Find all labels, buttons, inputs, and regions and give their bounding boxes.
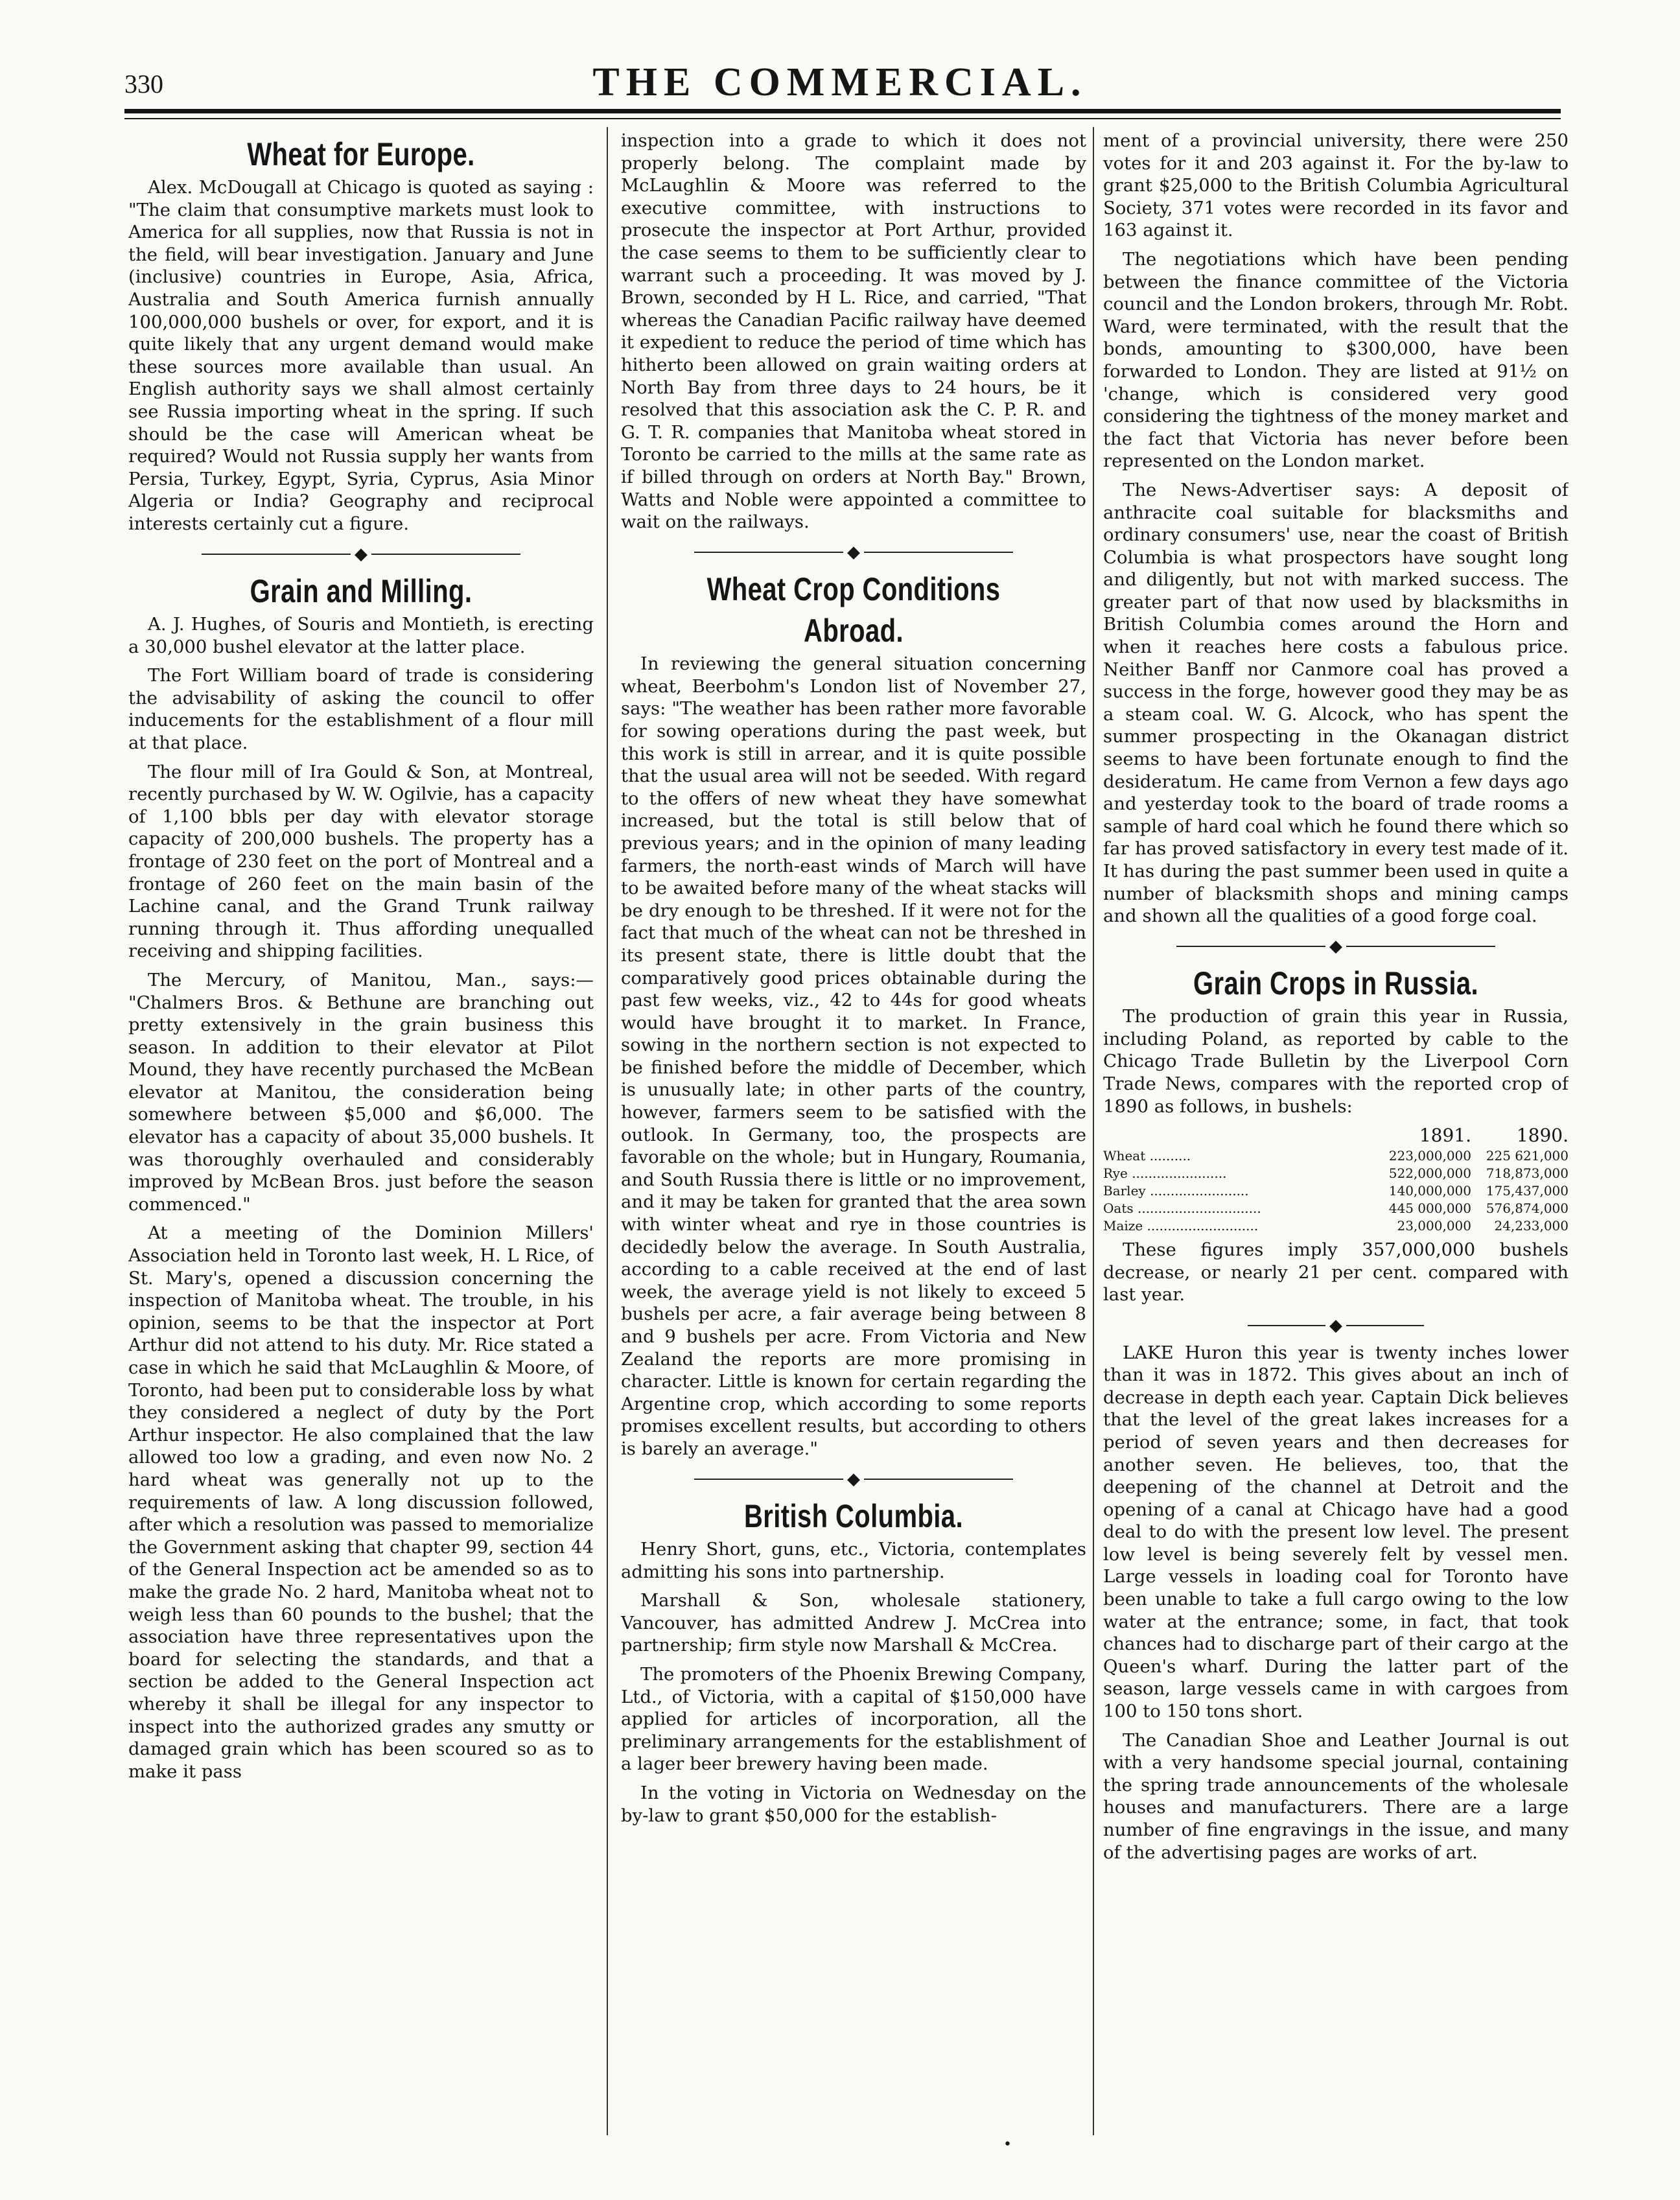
article-paragraph: The Fort William board of trade is considering the advisability of asking the council to offer inducements for the establishment of a flour mill at that place. xyxy=(128,665,594,753)
table-header-cell: 1891. xyxy=(1419,1125,1471,1147)
table-row xyxy=(1103,1200,1569,1217)
article-paragraph: Alex. McDougall at Chicago is quoted as saying : "The claim that consumptive markets must look to America for all supplies, now that Russia is not in the field, will bear investigation. January and June (inclusive) countries in Europe, Asia, Africa, Australia and South America furnish annually 100,000,000 bushels or over, for export, and it is quite likely that any urgent demand would make these sources more available than usual. An English authority says we shall almost certainly see Russia importing wheat in the spring. If such should be the case will American wheat be required? Would not Russia supply her wants from Persia, Turkey, Egypt, Syria, Cyprus, Asia Minor Algeria or India? Geography and reciprocal interests certainly cut a figure. xyxy=(128,177,594,534)
diamond-ornament-icon: ◆ xyxy=(355,544,368,564)
article-paragraph: These figures imply 357,000,000 bushels decrease, or nearly 21 per cent. compared with last year. xyxy=(1103,1239,1569,1305)
section-separator xyxy=(621,543,1086,563)
article-paragraph: In reviewing the general situation concerning wheat, Beerbohm's London list of November 27, says: "The weather has been rather more favorable for sowing operations during the past week, but this work is still in arrear, and it is quite possible that the usual area will not be seeded. With regard to the offers of new wheat they have somewhat increased, but the total is still below that of previous years; and in the opinion of many leading farmers, the north-east winds of March will have to be awaited before many of the wheat stacks will be dry enough to be threshed. If it were not for the fact that much of the wheat can not be threshed in its present state, there is little doubt that the comparatively good prices obtainable during the past few weeks, viz., 42 to 44s for good wheats would have brought it to market. In France, sowing in the northern section is not expected to be finished before the middle of December, which is unusually late; in other parts of the country, however, farmers seem to be satisfied with the outlook. In Germany, too, the prospects are favorable on the whole; but in Hungary, Roumania, and South Russia there is little or no improvement, and it may be taken for granted that the area sown with winter wheat and rye in those countries is decidedly below the average. In South Australia, according to a cable received at the end of last week, the average yield is not likely to exceed 5 bushels per acre, a fair average being between 8 and 9 bushels per acre. From Victoria and New Zealand the reports are more promising in character. Little is known for certain regarding the Argentine crop, which according to some reports promises excellent results, but according to others is barely an average." xyxy=(621,653,1086,1459)
diamond-ornament-icon: ◆ xyxy=(1329,937,1342,957)
masthead-title: THE COMMERCIAL. xyxy=(592,60,1088,104)
article-paragraph: The Canadian Shoe and Leather Journal is out with a very handsome special journal, containing the spring trade announcements of the wholesale houses and manufacturers. There are a large number of fine engravings in the issue, and many of the advertising pages are works of art. xyxy=(1103,1729,1569,1863)
article-heading: Wheat Crop Conditions Abroad. xyxy=(706,571,1001,649)
article-paragraph: The News-Advertiser says: A deposit of anthracite coal suitable for blacksmiths and ordinary consumers' use, near the coast of British Columbia is what prospectors have sought long and diligently, but not with marked success. The greater part of that now used by blacksmiths in British Columbia comes around the Horn and when it reaches here costs a fabulous price. Neither Banff nor Canmore coal has proved a success in the forge, however good they may be as a steam coal. W. G. Alcock, who has spent the summer prospecting in the Okanagan district seems to have been fortunate enough to find the desideratum. He came from Vernon a few days ago and yesterday took to the board of trade rooms a sample of hard coal which he found there which so far has proved satisfactory in every test made of it. It has during the past summer been used in quite a number of blacksmith shops and mining camps and shown all the qualities of a good forge coal. xyxy=(1103,479,1569,927)
article-heading: Grain Crops in Russia. xyxy=(1193,965,1478,1002)
diamond-ornament-icon: ◆ xyxy=(847,1469,860,1490)
table-cell: 225 621,000 xyxy=(1486,1148,1569,1164)
article-paragraph: Henry Short, guns, etc., Victoria, contemplates admitting his sons into partnership. xyxy=(621,1539,1086,1582)
table-row xyxy=(1103,1217,1569,1235)
diamond-ornament-icon: ◆ xyxy=(847,543,860,563)
section-separator xyxy=(1103,937,1569,957)
table-cell: 24,233,000 xyxy=(1494,1218,1569,1234)
table-cell: 23,000,000 xyxy=(1397,1218,1471,1234)
column-divider xyxy=(1093,127,1094,2135)
page-number: 330 xyxy=(124,69,163,99)
article-paragraph: In the voting in Victoria on Wednesday on the by-law to grant $50,000 for the establish- xyxy=(621,1783,1086,1826)
article-paragraph: The promoters of the Phoenix Brewing Company, Ltd., of Victoria, with a capital of $150,000 have applied for articles of incorporation, all the preliminary arrangements for the establishment of a lager beer brewery having been made. xyxy=(621,1664,1086,1775)
section-separator xyxy=(128,544,594,565)
page-dot: • xyxy=(1003,2136,1012,2153)
table-cell: Oats .............................. xyxy=(1103,1200,1261,1217)
table-cell: 175,437,000 xyxy=(1486,1183,1569,1199)
table-row xyxy=(1103,1182,1569,1200)
column-1 xyxy=(128,130,594,1789)
article-paragraph: At a meeting of the Dominion Millers' Association held in Toronto last week, H. L Rice, of St. Mary's, opened a discussion concerning the inspection of Manitoba wheat. The trouble, in his opinion, seems to be that the inspector at Port Arthur did not attend to his duty. Mr. Rice stated a case in which he said that McLaughlin & Moore, of Toronto, had been put to considerable loss by what they considered a neglect of duty by the Port Arthur inspector. He also complained that the law allowed too low a grading, and even now No. 2 hard wheat was generally not up to the requirements of law. A long discussion followed, after which a resolution was passed to memorialize the Government asking that chapter 99, section 44 of the General Inspection act be amended so as to make the grade No. 2 hard, Manitoba wheat not to weigh less than 60 pounds to the bushel; that the association have three representatives upon the board for selecting the standards, and that a section be added to the General Inspection act whereby it shall be illegal for any inspector to inspect into the authorized grades any smutty or damaged grain which has been scoured so as to make it pass xyxy=(128,1223,594,1782)
table-cell: 223,000,000 xyxy=(1388,1148,1471,1164)
table-cell: 718,873,000 xyxy=(1486,1165,1569,1182)
article-heading: British Columbia. xyxy=(744,1498,963,1535)
table-cell: 140,000,000 xyxy=(1388,1183,1471,1199)
header-rule-thin xyxy=(124,118,1561,119)
diamond-ornament-icon: ◆ xyxy=(1329,1315,1342,1335)
article-paragraph: inspection into a grade to which it does not properly belong. The complaint made by McLaughlin & Moore was referred to the executive committee, with instructions to prosecute the inspector at Port Arthur, provided the case seems to them to be sufficiently clear to warrant such a proceeding. It was moved by J. Brown, seconded by H L. Rice, and carried, "That whereas the Canadian Pacific railway have deemed it expedient to reduce the period of time which has hitherto been allowed on grain waiting orders at North Bay from three days to 24 hours, be it resolved that this association ask the C. P. R. and G. T. R. companies that Manitoba wheat stored in Toronto be carried to the mills at the same rate as if billed through on orders at North Bay." Brown, Watts and Noble were appointed a committee to wait on the railways. xyxy=(621,130,1086,533)
column-divider xyxy=(607,127,608,2135)
article-heading: Wheat for Europe. xyxy=(247,136,475,172)
article-paragraph: ment of a provincial university, there were 250 votes for it and 203 against it. For the by-law to grant $25,000 to the British Columbia Agricultural Society, 371 votes were recorded in its favor and 163 against it. xyxy=(1103,130,1569,241)
column-2 xyxy=(621,130,1086,1833)
column-3 xyxy=(1103,130,1569,1870)
table-cell: Wheat .......... xyxy=(1103,1148,1191,1164)
table-cell: Maize ........................... xyxy=(1103,1218,1259,1234)
table-cell: Rye ....................... xyxy=(1103,1165,1227,1182)
table-header-cell xyxy=(1103,1124,1374,1147)
grain-crops-table xyxy=(1103,1124,1569,1235)
table-cell: Barley ........................ xyxy=(1103,1183,1249,1199)
article-paragraph: The production of grain this year in Russia, including Poland, as reported by cable to the Chicago Trade Bulletin by the Liverpool Corn Trade News, compares with the reported crop of 1890 as follows, in bushels: xyxy=(1103,1006,1569,1117)
table-cell: 445 000,000 xyxy=(1388,1200,1471,1217)
table-header-cell: 1890. xyxy=(1516,1125,1569,1147)
table-row xyxy=(1103,1147,1569,1165)
table-cell: 576,874,000 xyxy=(1486,1200,1569,1217)
section-separator xyxy=(1103,1315,1569,1335)
article-paragraph: A. J. Hughes, of Souris and Montieth, is erecting a 30,000 bushel elevator at the latter place. xyxy=(128,614,594,657)
article-heading: Grain and Milling. xyxy=(250,573,472,609)
article-paragraph: The negotiations which have been pending between the finance committee of the Victoria council and the London brokers, through Mr. Robt. Ward, were terminated, with the result that the bonds, amounting to $300,000, have been forwarded to London. They are listed at 91½ on 'change, which is considered very good considering the tightness of the money market and the fact that Victoria has never before been represented on the London market. xyxy=(1103,248,1569,472)
table-row xyxy=(1103,1165,1569,1182)
article-paragraph: The Mercury, of Manitou, Man., says:— "Chalmers Bros. & Bethune are branching out pretty extensively in the grain business this season. In addition to their elevator at Pilot Mound, they have recently purchased the McBean elevator at Manitou, the consideration being somewhere between $5,000 and $6,000. The elevator has a capacity of about 35,000 bushels. It was thoroughly overhauled and considerably improved by McBean Bros. just before the season commenced." xyxy=(128,969,594,1215)
table-cell: 522,000,000 xyxy=(1388,1165,1471,1182)
article-paragraph: LAKE Huron this year is twenty inches lower than it was in 1872. This gives about an inch of decrease in depth each year. Captain Dick believes that the level of the great lakes increases for a period of seven years and then decreases for another seven. He believes, too, that the deepening of the channel at Detroit and the opening of a canal at Chicago have had a good deal to do with the present low level. The present low level is being severely felt by vessel men. Large vessels in loading coal for Toronto have been unable to take a full cargo owing to the low water at the entrance; some, in fact, that took chances had to discharge part of their cargo at the Queen's wharf. During the latter part of the season, large vessels came in with cargoes from 100 to 150 tons short. xyxy=(1103,1342,1569,1722)
article-paragraph: The flour mill of Ira Gould & Son, at Montreal, recently purchased by W. W. Ogilvie, has a capacity of 1,100 bbls per day with elevator storage capacity of 200,000 bushels. The property has a frontage of 230 feet on the port of Montreal and a frontage of 260 feet on the main basin of the Lachine canal, and the Grand Trunk railway running through it. Thus affording unequalled receiving and shipping facilities. xyxy=(128,761,594,962)
section-separator xyxy=(621,1469,1086,1490)
article-paragraph: Marshall & Son, wholesale stationery, Vancouver, has admitted Andrew J. McCrea into partnership; firm style now Marshall & McCrea. xyxy=(621,1590,1086,1656)
header-rule-thick xyxy=(124,109,1561,113)
